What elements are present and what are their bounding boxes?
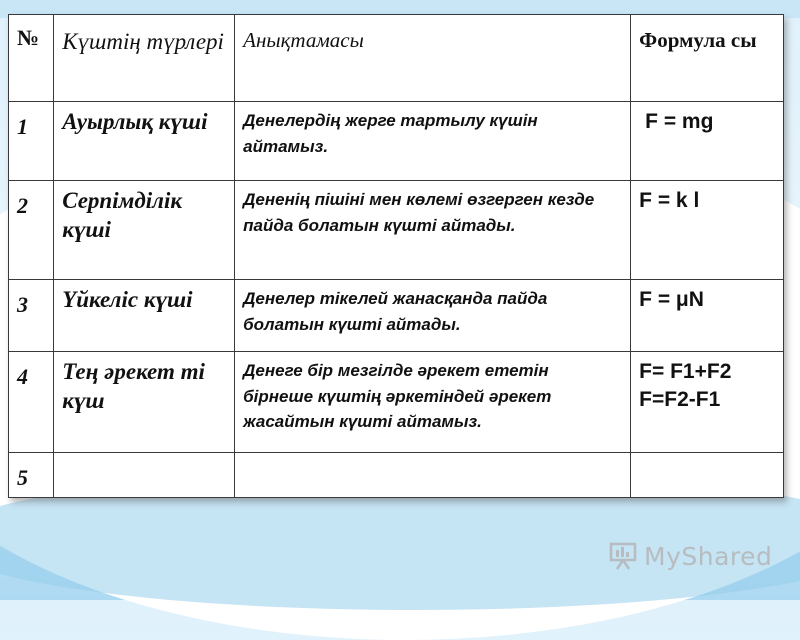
table-header-row (9, 15, 784, 102)
force-formula (631, 102, 784, 181)
force-definition: Дененің пішіні мен көлемі өзгерген кезде пайда болатын күшті айтады. (235, 181, 631, 280)
watermark-text: MyShared (644, 541, 773, 571)
forces-table (8, 14, 784, 498)
row-number: 1 (9, 102, 54, 181)
force-formula (631, 352, 784, 453)
force-name: Үйкеліс күші (54, 280, 235, 352)
table-row (9, 102, 784, 181)
header-number: № (9, 15, 54, 102)
header-force-types: Күштің түрлері (54, 15, 235, 102)
table-row (9, 352, 784, 453)
force-definition: Денеге бір мезгілде әрекет ететін бірнеше күштің әркетіндей әрекет жасайтын күшті айтамыз. (235, 352, 631, 453)
row-number: 3 (9, 280, 54, 352)
formula-line: F = mg (645, 110, 714, 133)
force-formula (631, 280, 784, 352)
header-definition: Анықтамасы (235, 15, 631, 102)
force-definition (235, 453, 631, 498)
table-row (9, 453, 784, 498)
force-formula (631, 181, 784, 280)
row-number: 2 (9, 181, 54, 280)
force-name: Тең әрекет ті күш (54, 352, 235, 453)
presentation-board-icon (608, 541, 638, 571)
row-number: 5 (9, 453, 54, 498)
force-definition: Денелердің жерге тартылу күшін айтамыз. (235, 102, 631, 181)
row-number: 4 (9, 352, 54, 453)
formula-line: F=F2-F1 (639, 388, 721, 412)
force-definition: Денелер тікелей жанасқанда пайда болатын күшті айтады. (235, 280, 631, 352)
header-formula: Формула сы (631, 15, 784, 102)
formula-line: F = k l (639, 189, 700, 212)
table-row (9, 181, 784, 280)
myshared-watermark (608, 536, 772, 576)
formula-line: F = μN (639, 288, 704, 311)
force-name: Ауырлық күші (54, 102, 235, 181)
force-name (54, 453, 235, 498)
force-formula (631, 453, 784, 498)
table-row (9, 280, 784, 352)
force-name: Серпімділік күші (54, 181, 235, 280)
formula-line: F= F1+F2 (639, 360, 732, 383)
